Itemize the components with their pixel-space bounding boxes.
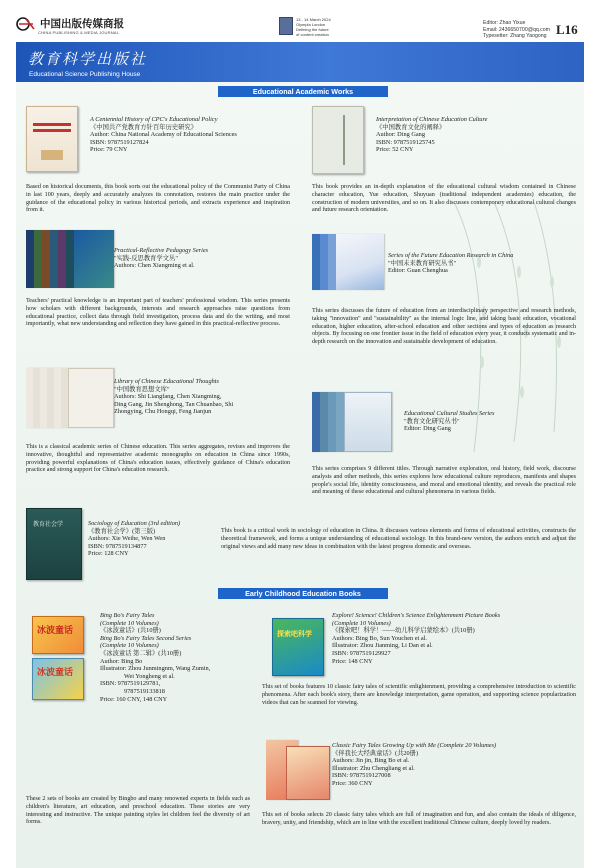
bingbo-illustrator-1: Illustrator: Zhou Junmingnm, Wang Zumin, (100, 665, 211, 673)
classic-fairy-tales-covers (266, 740, 330, 800)
content-area (16, 82, 584, 868)
page-header (0, 0, 600, 42)
culture-book-isbn: ISBN: 9787519125745 (376, 138, 435, 146)
bingbo-cover-1-title: 冰波童话 (37, 626, 74, 636)
bingbo-title-2b: (Complete 10 Volumes) (100, 642, 159, 650)
cultural-studies-covers (312, 392, 392, 452)
cpc-book-isbn: ISBN: 9787519127824 (90, 138, 149, 146)
cultural-studies-meta (404, 410, 576, 433)
sociology-book-authors: Authors: Xie Weihe, Wen Wen (88, 535, 166, 543)
fair-info: 13 - 14 March 2024 Olympia London Defining the future of content creation (296, 17, 331, 37)
classic-fairy-tales-title: Classic Fairy Tales Growing Up with Me (Complete 20 Volumes) (332, 742, 497, 749)
bingbo-title-2: Bing Bo's Fairy Tales Second Series (100, 634, 192, 642)
cpc-book-description: Based on historical documents, this book sorts out the educational policy of the Communist Party of China in last 100 years, deeply and accurately analyzes its connotation, restores the main practice under the guidance of the educational policy in various historical periods, and extracts experience and inspiration from it. (26, 184, 290, 214)
culture-book-price: Price: 52 CNY (376, 146, 414, 154)
practical-series-title: Practical-Reflective Pedagogy Series (114, 247, 209, 254)
classic-fairy-tales-title-cn: 《伴我长大经典童话》(共20册) (332, 749, 419, 757)
cpc-book-author: Author: China National Academy of Educational Sciences (90, 131, 237, 139)
sociology-book-price: Price: 128 CNY (88, 550, 129, 558)
bingbo-isbn-2: 9787519133818 (124, 687, 165, 695)
explore-science-meta (332, 612, 582, 665)
section-academic-header: Educational Academic Works (218, 86, 388, 97)
section-childhood-header: Early Childhood Education Books (218, 588, 388, 599)
explore-science-cover (272, 618, 324, 676)
thoughts-series-authors-3: Zhongying, Chu Hongqi, Feng Jianjun (114, 408, 212, 416)
future-series-description: This series discusses the future of education from an interdisciplinary perspective and research methods, taking "innovation" and "sustainability" as the internal logic line, and taking basic education, vocational education, higher education, after-school education and other sections and types of education as research objects. By focusing on one frontier issue in the field of education every year, it conducts systematic and in-depth research on the innovation and sustainable development of education. (312, 308, 576, 346)
practical-series-title-cn: "实践-反思教育学文丛" (114, 254, 178, 262)
practical-series-meta (114, 247, 284, 270)
thoughts-series-description: This is a classical academic series of Chinese education. This series aggregates, revises and improves the innovative, thoughtful and representative academic monographs on education in China since 1990s, providing powerful explanations of China's education issues, effectively guidance of China's education practice and strong support for China's education research. (26, 444, 290, 474)
explore-science-title-2: (Complete 10 Volumes) (332, 619, 391, 627)
bingbo-title-2-cn: 《冰波童话 第二辑》(共10册) (100, 649, 182, 657)
thoughts-series-title: Library of Chinese Educational Thoughts (114, 378, 219, 385)
future-series-title: Series of the Future Education Research in China (388, 252, 514, 259)
cpc-book-title: A Centennial History of CPC's Educational Policy (90, 116, 218, 123)
journal-logo-icon (16, 17, 36, 31)
culture-book-description: This book provides an in-depth explanation of the educational cultural wisdom contained in Chinese character education, Yue education, Shuyuan (traditional independent academies) education, the construction of modern universities, and so on. It also discusses contemporary educational cultural changes and future research orientation. (312, 184, 576, 214)
explore-science-illustrator: Illustrator: Zhou Jianming, Li Dan et al. (332, 642, 433, 650)
sociology-book-cover (26, 508, 82, 580)
culture-book-cover (312, 106, 364, 174)
future-series-editor: Editor: Guan Chenghua (388, 267, 448, 275)
practical-series-description: Teachers' practical knowledge is an important part of teachers' professional wisdom. This series presents how scholars with different backgrounds, interests and research approaches raise questions from educational practice, collect data through field investigation, process data and do the writing, and most importantly, what new understanding and reflection they have gained in this practical-reflective process. (26, 298, 290, 328)
explore-science-title-cn: 《探索吧！科学！——幼儿科学启蒙绘本》(共10册) (332, 627, 475, 635)
explore-science-authors: Authors: Bing Bo, Sun Youchen et al. (332, 634, 427, 642)
cultural-studies-title-cn: "教育文化研究丛书" (404, 417, 460, 425)
classic-fairy-tales-description: This set of books selects 20 classic fairy tales which are full of imagination and fun, and also contain the ideals of diligence, bravery, unity, and friendship, which are in line with the excellent traditional Chinese culture, deeply loved by readers. (262, 812, 576, 826)
bingbo-series-1-cover (32, 616, 84, 654)
sociology-book-meta (88, 520, 228, 558)
bingbo-illustrator-2: Wei Yongheng et al. (124, 672, 175, 680)
cpc-book-price: Price: 79 CNY (90, 146, 128, 154)
sociology-cover-title: 教育社会学 (33, 521, 64, 528)
sociology-book-description: This book is a critical work in sociology of education in China. It discusses various elements and forms of educational activities, constructs the theoretical framework, and forms a unique understanding of educational sociology. In this brand-new version, the authors enrich and adjust the original views and add many new ideas in combination with the latest progress domestic and overseas. (221, 528, 576, 550)
thoughts-series-authors-1: Authors: Shi Liangfang, Chen Xiangming, (114, 393, 222, 401)
fair-logo-icon (279, 17, 293, 35)
bingbo-price: Price: 160 CNY, 148 CNY (100, 695, 168, 703)
journal-name: 中国出版传媒商报 (40, 18, 124, 30)
journal-subtitle: CHINA PUBLISHING & MEDIA JOURNAL (38, 30, 120, 35)
explore-science-price: Price: 148 CNY (332, 657, 373, 665)
culture-book-author: Author: Ding Gang (376, 131, 425, 139)
explore-science-isbn: ISBN: 9787519129927 (332, 649, 391, 657)
classic-fairy-tales-price: Price: 360 CNY (332, 779, 373, 787)
explore-cover-title: 探索吧科学 (277, 630, 312, 638)
practical-series-covers (26, 230, 114, 288)
thoughts-series-title-cn: "中国教育思想文库" (114, 385, 170, 393)
bingbo-series-2-cover (32, 658, 84, 700)
page-number: L16 (556, 22, 578, 37)
future-series-title-cn: "中国未来教育研究丛书" (388, 259, 457, 267)
cpc-book-title-cn: 《中国共产党教育方针百年历史研究》 (90, 123, 198, 131)
classic-fairy-tales-authors: Authors: Jin jin, Bing Bo et al. (332, 757, 410, 765)
cpc-book-meta (90, 116, 280, 154)
thoughts-series-authors-2: Ding Gang, Jin Shenghong, Tan Chuanbao, Shi (114, 400, 234, 408)
editor-info: Editor: Zhao Yixue Email: 2436650700@qq.com Typesetter: Zhang Yaogong (483, 20, 550, 39)
thoughts-series-covers (26, 368, 114, 428)
journal-logo (16, 16, 124, 31)
future-series-meta (388, 252, 578, 275)
bingbo-title-1b: (Complete 10 Volumes) (100, 619, 159, 627)
sociology-book-isbn: ISBN: 9787519134877 (88, 542, 147, 550)
publisher-banner (16, 42, 584, 82)
bingbo-description: These 2 sets of books are created by Bingbo and many renowned experts in fields such as children's literature, art education, and preschool education. These stories are very interesting and instructive. The unique painting styles let children feel the diversity of art forms. (26, 796, 250, 826)
bingbo-isbn-1: ISBN: 9787519129781, (100, 680, 161, 688)
explore-science-description: This set of books features 10 classic fairy tales of scientific enlightenment, providing a comprehensive introduction to scientific phenomena. After each book's story, there are knowledge interpretation, game operation, and supporting science popularization videos that can be scanned for viewing. (262, 684, 576, 706)
bingbo-author: Author: Bing Bo (100, 657, 143, 665)
sociology-book-title-cn: 《教育社会学》(第三版) (88, 527, 156, 535)
sociology-book-title: Sociology of Education (3rd edition) (88, 520, 181, 527)
bingbo-title-1-cn: 《冰波童话》(共10册) (100, 627, 161, 635)
explore-science-title: Explore! Science! Children's Science Enlightenment Picture Books (332, 612, 501, 619)
publisher-name-cn: 教育科学出版社 (28, 50, 148, 68)
culture-book-title: Interpretation of Chinese Education Culture (376, 116, 488, 123)
publisher-name-en: Educational Science Publishing House (29, 71, 141, 78)
bingbo-title-1: Bing Bo's Fairy Tales (100, 612, 155, 619)
cultural-studies-title: Educational Cultural Studies Series (404, 410, 495, 417)
cpc-book-cover (26, 106, 78, 172)
future-series-covers (312, 234, 384, 290)
classic-fairy-tales-isbn: ISBN: 9787519127008 (332, 772, 391, 780)
thoughts-series-meta (114, 378, 286, 416)
practical-series-authors: Authors: Chen Xiangming et al. (114, 262, 195, 270)
culture-book-title-cn: 《中国教育文化的阐释》 (376, 123, 446, 131)
cultural-studies-editor: Editor: Ding Gang (404, 425, 451, 433)
classic-fairy-tales-meta (332, 742, 582, 788)
classic-fairy-tales-illustrator: Illustrator: Zhu Chengliang et al. (332, 764, 415, 772)
bingbo-books-meta (100, 612, 272, 703)
bingbo-cover-2-title: 冰波童话 (37, 668, 74, 678)
cultural-studies-description: This series comprises 9 different titles. Through narrative exploration, oral history, field work, discourse analysis and other methods, this series explores how educational culture reproduces, manifests and shapes people's social life, identity consciousness, and moral and emotional identity, and reveals the practical role and meaning of these educational and cultural phenomena in various fields. (312, 466, 576, 496)
culture-book-meta (376, 116, 576, 154)
